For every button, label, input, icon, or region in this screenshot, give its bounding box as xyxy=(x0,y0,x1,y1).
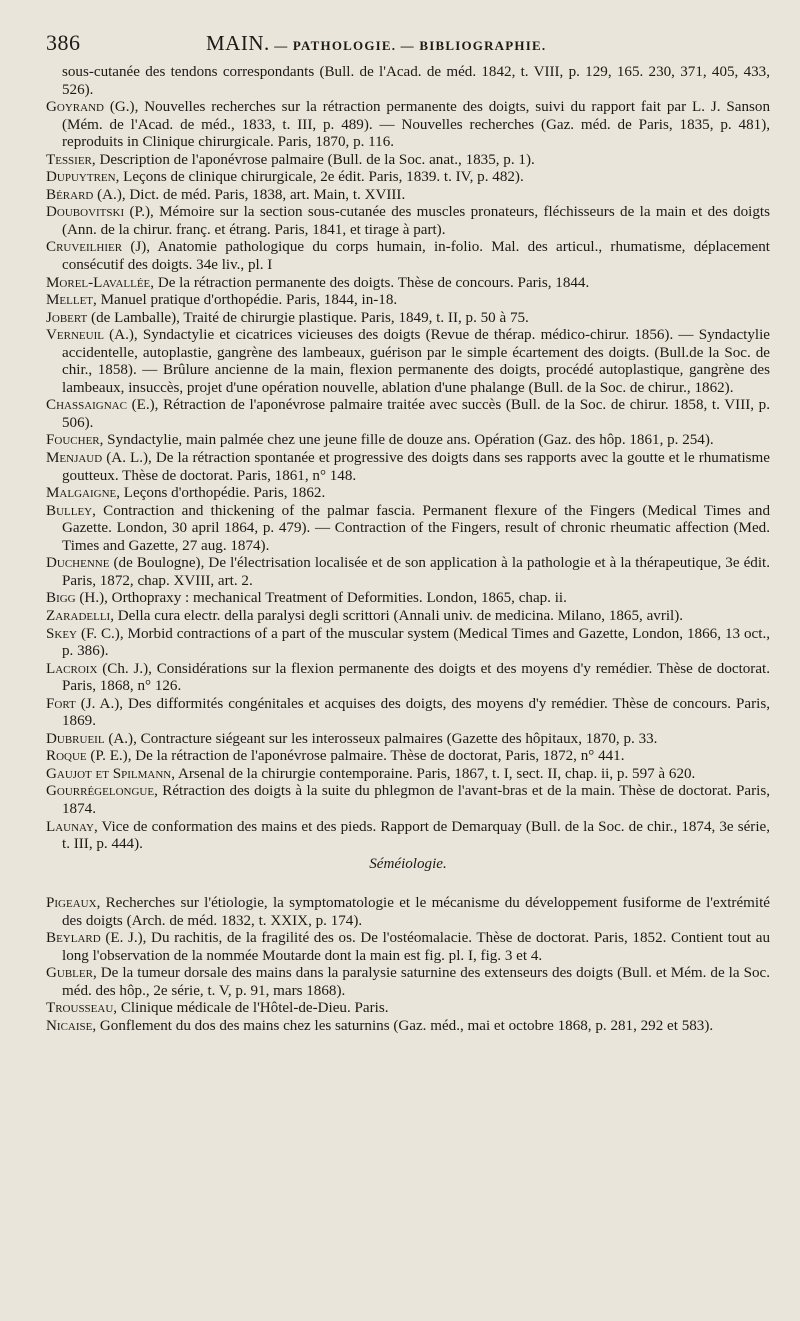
bibliography-entry: Doubovitski (P.), Mémoire sur la section sous-cutanée des muscles pronateurs, fléchisseurs de la main et des doigts (Ann. de la chirur. franç. et étrang. Paris, 1841, et tirage à part). xyxy=(46,204,770,238)
bibliography-entry: Beylard (E. J.), Du rachitis, de la fragilité des os. De l'ostéomalacie. Thèse de doctorat. Paris, 1852. Contient tout au long l'observation de la nommée Moutarde dont la main est fig. pl. I, fig. 3 et 4. xyxy=(46,930,770,964)
author-name: Goyrand xyxy=(46,99,104,116)
bibliography-entry: Skey (F. C.), Morbid contractions of a part of the muscular system (Medical Times and Gazette, London, 1866, 13 oct., p. 386). xyxy=(46,625,770,660)
bibliography-entry: Zaradelli, Della cura electr. della paralysi degli scrittori (Annali univ. de medicina. Milano, 1865, avril). xyxy=(46,607,684,624)
author-name: Skey xyxy=(46,625,78,642)
running-title-rest: — PATHOLOGIE. — BIBLIOGRAPHIE. xyxy=(269,38,547,53)
running-title xyxy=(206,31,546,56)
author-name: Zaradelli xyxy=(46,607,111,624)
author-name: Tessier xyxy=(46,151,92,168)
bibliography-entry: Lacroix (Ch. J.), Considérations sur la flexion permanente des doigts et des moyens d'y remédier. Thèse de doctorat. Paris, 1868, n° 126. xyxy=(46,660,770,695)
bibliography-entry: Nicaise, Gonflement du dos des mains chez les saturnins (Gaz. méd., mai et octobre 1868, p. 281, 292 et 583). xyxy=(46,1017,714,1034)
author-name: Gourrégelongue xyxy=(46,783,155,800)
bibliography-entry: Gourrégelongue, Rétraction des doigts à la suite du phlegmon de l'avant-bras et de la main. Thèse de doctorat. Paris, 1874. xyxy=(46,783,770,817)
running-title-main: MAIN. xyxy=(206,31,270,55)
bibliography-entry: Malgaigne, Leçons d'orthopédie. Paris, 1862. xyxy=(46,485,326,502)
author-name: Mellet xyxy=(46,292,94,309)
bibliography-entry: Roque (P. E.), De la rétraction de l'aponévrose palmaire. Thèse de doctorat, Paris, 1872, n° 441. xyxy=(46,748,625,765)
bibliography-entry: Cruveilhier (J), Anatomie pathologique du corps humain, in-folio. Mal. des articul., rhumatisme, déplacement consécutif des doigts. 34e liv., pl. I xyxy=(46,239,770,274)
author-name: Nicaise xyxy=(46,1017,93,1034)
author-name: Bulley xyxy=(46,502,93,519)
author-name: Jobert xyxy=(46,309,88,326)
bibliography-entry: Gubler, De la tumeur dorsale des mains dans la paralysie saturnine des extenseurs des doigts (Bull. et Mém. de la Soc. méd. des hôp., 2e série, t. V, p. 91, mars 1868). xyxy=(46,965,770,999)
author-name: Foucher xyxy=(46,432,100,449)
author-name: Trousseau xyxy=(46,1000,114,1017)
bibliography-entry: Bulley, Contraction and thickening of the palmar fascia. Permanent flexure of the Fingers (Medical Times and Gazette. London, 30 april 1864, p. 479). — Contraction of the Fingers, result of chronic rheumatic affection (Med. Times and Gazette, 27 aug. 1874). xyxy=(46,502,770,554)
author-name: Pigeaux xyxy=(46,895,97,912)
author-name: Chassaignac xyxy=(46,397,127,414)
author-name: Fort xyxy=(46,695,76,712)
bibliography-entry-continued: sous-cutanée des tendons correspondants (Bull. de l'Acad. de méd. 1842, t. VIII, p. 129, 165. 230, 371, 405, 433, 526). xyxy=(62,64,770,98)
author-name: Cruveilhier xyxy=(46,239,123,256)
bibliography-body xyxy=(46,64,770,1036)
bibliography-entry: Pigeaux, Recherches sur l'étiologie, la symptomatologie et le mécanisme du développement fusiforme de l'extrémité des doigts (Arch. de méd. 1832, t. XXIX, p. 174). xyxy=(46,895,770,929)
bibliography-entry: Goyrand (G.), Nouvelles recherches sur la rétraction permanente des doigts, suivi du rapport fait par L. J. Sanson (Mém. de l'Acad. de méd., 1833, t. III, p. 489). — Nouvelles recherches (Gaz. méd. de Paris, 1835, p. 481), reproduits in Clinique chirurgicale. Paris, 1870, p. 116. xyxy=(46,99,770,151)
author-name: Verneuil xyxy=(46,327,104,344)
author-name: Doubovitski xyxy=(46,204,125,221)
bibliography-entry: Bigg (H.), Orthopraxy : mechanical Treatment of Deformities. London, 1865, chap. ii. xyxy=(46,590,567,607)
bibliography-entry: Menjaud (A. L.), De la rétraction spontanée et progressive des doigts dans ses rapports avec la goutte et le rhumatisme goutteux. Thèse de doctorat. Paris, 1861, n° 148. xyxy=(46,450,770,484)
author-name: Beylard xyxy=(46,930,101,947)
bibliography-entry: Morel-Lavallée, De la rétraction permanente des doigts. Thèse de concours. Paris, 1844. xyxy=(46,274,590,291)
bibliography-entry: Jobert (de Lamballe), Traité de chirurgie plastique. Paris, 1849, t. II, p. 50 à 75. xyxy=(46,309,529,326)
bibliography-entry: Foucher, Syndactylie, main palmée chez une jeune fille de douze ans. Opération (Gaz. des hôp. 1861, p. 254). xyxy=(46,432,714,449)
author-name: Bigg xyxy=(46,590,76,607)
author-name: Roque xyxy=(46,748,87,765)
section-heading: Séméiologie. xyxy=(369,855,447,872)
author-name: Lacroix xyxy=(46,660,98,677)
bibliography-entry: Dubrueil (A.), Contracture siégeant sur les interosseux palmaires (Gazette des hôpitaux, 1870, p. 33. xyxy=(46,730,658,747)
bibliography-entry: Trousseau, Clinique médicale de l'Hôtel-de-Dieu. Paris. xyxy=(46,1000,389,1017)
author-name: Dupuytren xyxy=(46,169,116,186)
author-name: Dubrueil xyxy=(46,730,105,747)
bibliography-entry: Gaujot et Spilmann, Arsenal de la chirurgie contemporaine. Paris, 1867, t. I, sect. II, chap. ii, p. 597 à 620. xyxy=(46,765,696,782)
bibliography-entry: Launay, Vice de conformation des mains et des pieds. Rapport de Demarquay (Bull. de la Soc. de chir., 1874, 3e série, t. III, p. 444). xyxy=(46,818,770,853)
bibliography-entry: Dupuytren, Leçons de clinique chirurgicale, 2e édit. Paris, 1839. t. IV, p. 482). xyxy=(46,169,524,186)
author-name: Bérard xyxy=(46,186,94,203)
page-number: 386 xyxy=(46,30,81,55)
author-name: Gaujot et Spilmann xyxy=(46,765,172,782)
running-header xyxy=(46,30,770,64)
bibliography-entry: Duchenne (de Boulogne), De l'électrisation localisée et de son application à la pathologie et à la thérapeutique, 3e édit. Paris, 1872, chap. XVIII, art. 2. xyxy=(46,555,770,589)
bibliography-entry: Tessier, Description de l'aponévrose palmaire (Bull. de la Soc. anat., 1835, p. 1). xyxy=(46,151,535,168)
author-name: Morel-Lavallée xyxy=(46,274,151,291)
author-name: Launay xyxy=(46,818,94,835)
author-name: Menjaud xyxy=(46,450,103,467)
bibliography-entry: Bérard (A.), Dict. de méd. Paris, 1838, art. Main, t. XVIII. xyxy=(46,186,406,203)
bibliography-entry: Chassaignac (E.), Rétraction de l'aponévrose palmaire traitée avec succès (Bull. de la Soc. de chirur. 1858, t. VIII, p. 506). xyxy=(46,397,770,431)
author-name: Malgaigne xyxy=(46,485,117,502)
author-name: Duchenne xyxy=(46,555,110,572)
bibliography-entry: Mellet, Manuel pratique d'orthopédie. Paris, 1844, in-18. xyxy=(46,292,398,309)
bibliography-entry: Fort (J. A.), Des difformités congénitales et acquises des doigts, des moyens d'y remédier. Thèse de concours. Paris, 1869. xyxy=(46,695,770,730)
author-name: Gubler xyxy=(46,965,93,982)
bibliography-entry: Verneuil (A.), Syndactylie et cicatrices vicieuses des doigts (Revue de thérap. médico-chirur. 1856). — Syndactylie accidentelle, autoplastie, gangrène des lambeaux, guérison par le simple écartement des doigts. (Bull.de la Soc. de chir., 1858). — Brûlure ancienne de la main, flexion permanente des doigts, procédé autoplastique, gangrène des lambeaux, insuccès, projet d'une opération nouvelle, ablation d'une phalange (Bull. de la Soc. de chirur., 1862). xyxy=(46,327,770,396)
